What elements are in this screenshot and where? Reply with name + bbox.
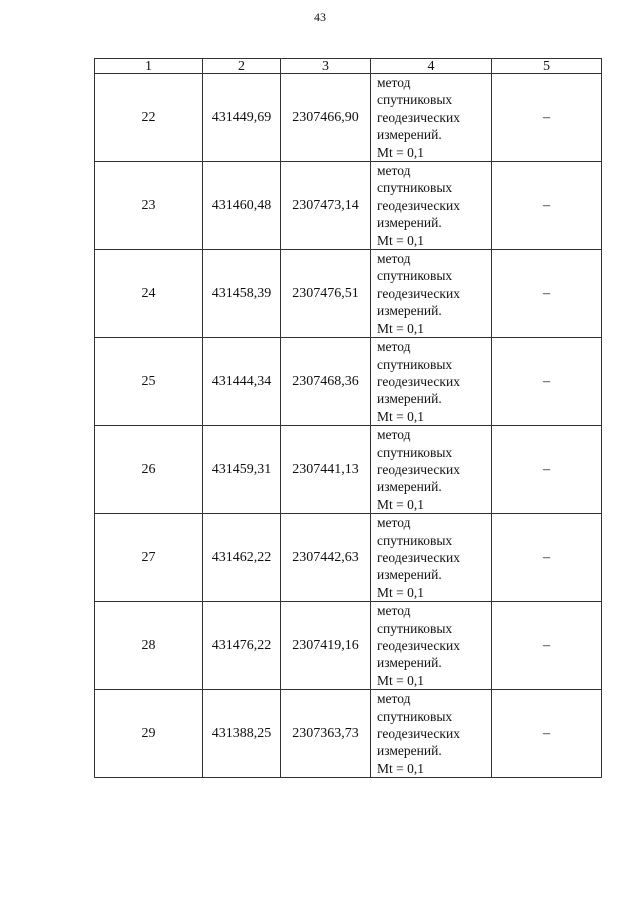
method-line: Mt = 0,1 [377, 144, 424, 160]
method-line: метод [377, 339, 411, 355]
x-coordinate-cell: 431462,22 [203, 514, 281, 602]
method-line: измерений. [377, 303, 442, 319]
point-number-cell: 26 [95, 426, 203, 514]
table-row [95, 162, 602, 250]
method-line: измерений. [377, 391, 442, 407]
table-row [95, 426, 602, 514]
method-cell [371, 250, 492, 338]
method-line: Mt = 0,1 [377, 408, 424, 424]
x-coordinate-cell: 431449,69 [203, 74, 281, 162]
y-coordinate-cell: 2307419,16 [281, 602, 371, 690]
table-row [95, 74, 602, 162]
method-line: метод [377, 515, 411, 531]
method-line: спутниковых [377, 92, 453, 108]
method-line: измерений. [377, 655, 442, 671]
method-cell [371, 514, 492, 602]
method-line: геодезических [377, 726, 460, 742]
method-line: метод [377, 691, 411, 707]
table-body [95, 74, 602, 778]
note-cell: – [492, 162, 602, 250]
x-coordinate-cell: 431459,31 [203, 426, 281, 514]
table-row [95, 338, 602, 426]
method-cell [371, 690, 492, 778]
method-line: спутниковых [377, 180, 453, 196]
column-header: 3 [281, 59, 371, 74]
table-row [95, 250, 602, 338]
point-number-cell: 22 [95, 74, 203, 162]
method-line: Mt = 0,1 [377, 232, 424, 248]
column-header: 5 [492, 59, 602, 74]
method-cell [371, 74, 492, 162]
method-line: метод [377, 163, 411, 179]
table-row [95, 602, 602, 690]
point-number-cell: 23 [95, 162, 203, 250]
method-line: измерений. [377, 127, 442, 143]
y-coordinate-cell: 2307476,51 [281, 250, 371, 338]
x-coordinate-cell: 431388,25 [203, 690, 281, 778]
method-line: геодезических [377, 197, 460, 213]
y-coordinate-cell: 2307468,36 [281, 338, 371, 426]
y-coordinate-cell: 2307442,63 [281, 514, 371, 602]
method-cell [371, 426, 492, 514]
coordinates-table [94, 58, 602, 778]
method-line: спутниковых [377, 444, 453, 460]
page-number: 43 [314, 10, 326, 24]
method-line: метод [377, 251, 411, 267]
point-number-cell: 27 [95, 514, 203, 602]
note-cell: – [492, 514, 602, 602]
y-coordinate-cell: 2307363,73 [281, 690, 371, 778]
method-line: геодезических [377, 638, 460, 653]
method-cell [371, 162, 492, 250]
method-line: спутниковых [377, 708, 453, 724]
point-number-cell: 24 [95, 250, 203, 338]
method-line: метод [377, 427, 411, 443]
method-line: измерений. [377, 215, 442, 231]
method-line: геодезических [377, 285, 460, 301]
column-header: 2 [203, 59, 281, 74]
column-header: 1 [95, 59, 203, 74]
method-line: геодезических [377, 461, 460, 477]
note-cell: – [492, 690, 602, 778]
y-coordinate-cell: 2307441,13 [281, 426, 371, 514]
note-cell: – [492, 74, 602, 162]
method-line: измерений. [377, 479, 442, 495]
note-cell: – [492, 602, 602, 690]
method-line: геодезических [377, 109, 460, 125]
method-line: Mt = 0,1 [377, 584, 424, 600]
y-coordinate-cell: 2307466,90 [281, 74, 371, 162]
point-number-cell: 29 [95, 690, 203, 778]
method-line: метод [377, 75, 411, 90]
method-line: Mt = 0,1 [377, 760, 424, 776]
method-line: спутниковых [377, 356, 453, 372]
method-line: Mt = 0,1 [377, 672, 424, 688]
method-line: спутниковых [377, 532, 453, 548]
x-coordinate-cell: 431460,48 [203, 162, 281, 250]
method-line: измерений. [377, 743, 442, 759]
point-number-cell: 25 [95, 338, 203, 426]
x-coordinate-cell: 431476,22 [203, 602, 281, 690]
table-row [95, 514, 602, 602]
method-line: метод [377, 603, 411, 619]
note-cell: – [492, 426, 602, 514]
method-line: спутниковых [377, 620, 453, 636]
y-coordinate-cell: 2307473,14 [281, 162, 371, 250]
method-line: Mt = 0,1 [377, 320, 424, 336]
table-header-row [95, 59, 602, 74]
x-coordinate-cell: 431458,39 [203, 250, 281, 338]
column-header: 4 [371, 59, 492, 74]
note-cell: – [492, 250, 602, 338]
method-line: геодезических [377, 373, 460, 389]
method-cell [371, 338, 492, 426]
table-row [95, 690, 602, 778]
method-line: измерений. [377, 567, 442, 583]
point-number-cell: 28 [95, 602, 203, 690]
method-line: Mt = 0,1 [377, 496, 424, 512]
method-cell [371, 602, 492, 690]
method-line: спутниковых [377, 268, 453, 284]
note-cell: – [492, 338, 602, 426]
x-coordinate-cell: 431444,34 [203, 338, 281, 426]
method-line: геодезических [377, 549, 460, 565]
